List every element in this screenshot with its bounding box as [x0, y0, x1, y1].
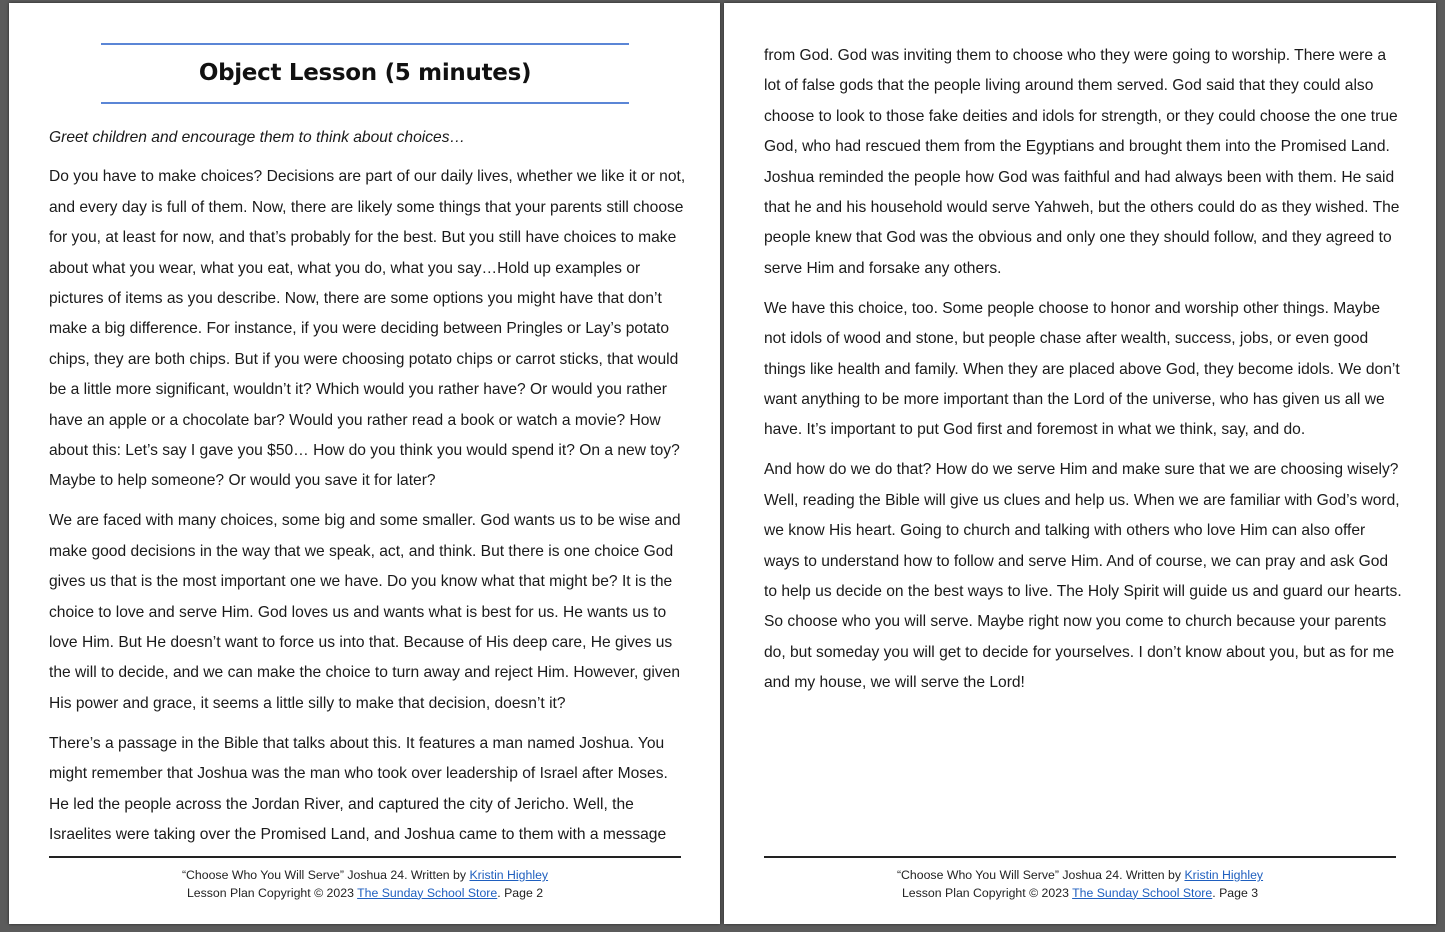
- footer-line-1: [764, 867, 1396, 885]
- paragraph: Do you have to make choices? Decisions are part of our daily lives, whether we like it or not, and every day is full of them. Now, there are likely some things that your parents still choose for you, at least for now, and that’s probably for the best. But you still have choices to make about what you wear, what you eat, what you do, what you say…Hold up examples or pictures of items as you describe. Now, there are some options you might have that don’t make a big difference. For instance, if you were deciding between Pringles or Lay’s potato chips, they are both chips. But if you were choosing potato chips or carrot sticks, that would be a little more significant, wouldn’t it? Which would you rather have? Or would you rather have an apple or a chocolate bar? Would you rather read a book or watch a movie? How about this: Let’s say I gave you $50… How do you think you would spend it? On a new toy? Maybe to help someone? Or would you save it for later?: [49, 168, 686, 490]
- footer-copyright: Lesson Plan Copyright © 2023: [901, 885, 1073, 900]
- footer-divider: [764, 856, 1396, 858]
- footer-citation: “Choose Who You Will Serve” Joshua 24. Written by: [896, 868, 1185, 882]
- footer-line-1: [49, 867, 681, 885]
- store-link[interactable]: The Sunday School Store: [357, 885, 498, 900]
- heading-bottom-rule: [101, 102, 629, 104]
- page-title: Object Lesson (5 minutes): [198, 60, 532, 86]
- page-number: . Page 3: [1212, 885, 1259, 900]
- footer-citation: “Choose Who You Will Serve” Joshua 24. Written by: [181, 868, 470, 882]
- footer-divider: [49, 856, 681, 858]
- body-text: [764, 41, 1404, 708]
- body-text: [49, 123, 689, 860]
- paragraph: We are faced with many choices, some big and some smaller. God wants us to be wise and make good decisions in the way that we speak, act, and think. But there is one choice God gives us that is the most important one we have. Do you know what that might be? It is the choice to love and serve Him. God loves us and wants what is best for us. He wants us to love Him. But He doesn’t want to force us into that. Because of His deep care, He gives us the will to decide, and we can make the choice to turn away and reject Him. However, given His power and grace, it seems a little silly to make that decision, doesn’t it?: [49, 512, 681, 712]
- store-link[interactable]: The Sunday School Store: [1072, 885, 1213, 900]
- paragraph: And how do we do that? How do we serve Him and make sure that we are choosing wisely? Well, reading the Bible will give us clues and help us. When we are familiar with God’s word, we know His heart. Going to church and talking with others who love Him can also offer ways to understand how to follow and serve Him. And of course, we can pray and ask God to help us decide on the best ways to live. The Holy Spirit will guide us and guard our hearts. So choose who you will serve. Maybe right now you come to church because your parents do, but someday you will get to decide for yourselves. I don’t know about you, but as for me and my house, we will serve the Lord!: [764, 461, 1402, 692]
- page-footer: [49, 867, 681, 902]
- document-page-right: [724, 3, 1436, 924]
- paragraph: from God. God was inviting them to choose who they were going to worship. There were a lot of false gods that the people living around them served. God said that they could also choose to look to those fake deities and idols for strength, or they could choose the one true God, who had rescued them from the Egyptians and brought them into the Promised Land. Joshua reminded the people how God was faithful and had always been with them. He said that he and his household would serve Yahweh, but the others could do as they wished. The people knew that God was the obvious and only one they should follow, and they agreed to serve Him and forsake any others.: [764, 47, 1400, 277]
- footer-copyright: Lesson Plan Copyright © 2023: [186, 885, 358, 900]
- paragraph: There’s a passage in the Bible that talks about this. It features a man named Joshua. You might remember that Joshua was the man who took over leadership of Israel after Moses. He led the people across the Jordan River, and captured the city of Jericho. Well, the Israelites were taking over the Promised Land, and Joshua came to them with a message: [49, 734, 668, 843]
- author-link[interactable]: Kristin Highley: [1184, 868, 1264, 882]
- page-number: . Page 2: [497, 885, 544, 900]
- footer-line-2: [49, 885, 681, 903]
- section-heading: [101, 43, 629, 104]
- intro-instruction: Greet children and encourage them to think about choices…: [49, 129, 466, 146]
- paragraph: We have this choice, too. Some people choose to honor and worship other things. Maybe not idols of wood and stone, but people chase after wealth, success, jobs, or even good things like health and family. When they are placed above God, they become idols. We don’t want anything to be more important than the Lord of the universe, who has given us all we have. It’s important to put God first and foremost in what we think, say, and do.: [764, 299, 1400, 439]
- footer-line-2: [764, 885, 1396, 903]
- author-link[interactable]: Kristin Highley: [469, 868, 549, 882]
- page-footer: [764, 867, 1396, 902]
- document-page-left: [9, 3, 720, 924]
